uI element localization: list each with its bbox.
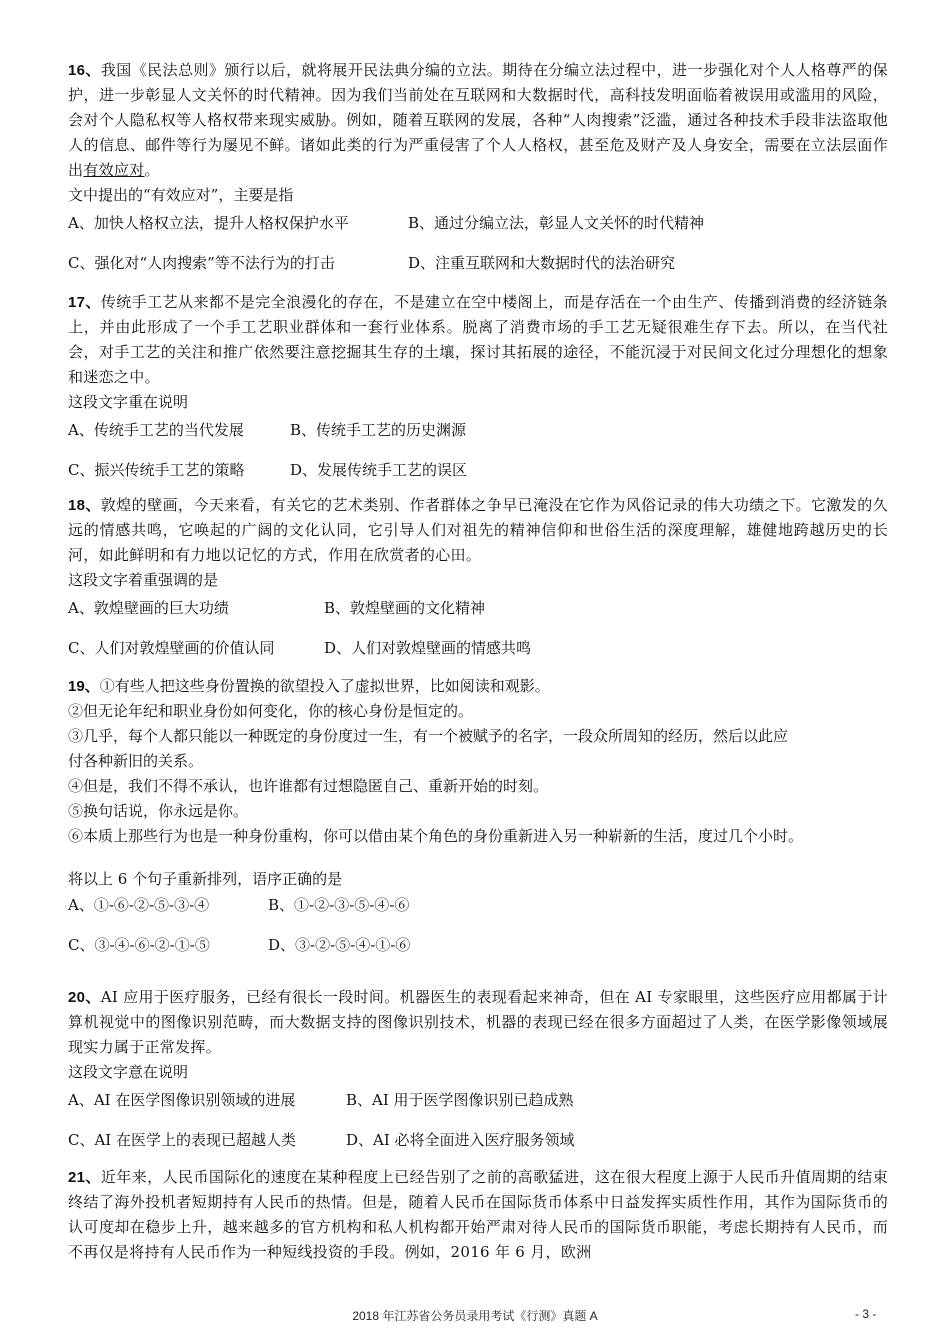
q17-prompt: 这段文字重在说明: [68, 393, 189, 411]
q19-sentence-6: ⑥本质上那些行为也是一种身份重构，你可以借由某个角色的身份重新进入另一种崭新的生活，度过几个小时。: [68, 827, 804, 845]
q17-number: 17、: [68, 294, 101, 311]
q17-passage: 17、传统手工艺从来都不是完全浪漫化的存在，不是建立在空中楼阁上，而是存活在一个由生产、传播到消费的经济链条上，并由此形成了一个手工艺职业群体和一套行业体系。脱离了消费市场的手工艺无疑很难生存下去。所以，在当代社会，对手工艺的关注和推广依然要注意挖掘其生存的土壤，探讨其拓展的途径，不能沉浸于对民间文化过分理想化的想象和迷恋之中。: [68, 293, 888, 386]
q20-option-d[interactable]: D、AI 必将全面进入医疗服务领域: [346, 1131, 575, 1149]
question-20: [68, 985, 888, 1153]
footer-title: 2018 年江苏省公务员录用考试《行测》真题 A: [352, 1309, 598, 1323]
q20-passage: 20、AI 应用于医疗服务，已经有很长一段时间。机器医生的表现看起来神奇，但在 AI 专家眼里，这些医疗应用都属于计算机视觉中的图像识别范畴，而大数据支持的图像识别技术，机器的表现已经在很多方面超过了人类，在医学影像领域展现实力属于正常发挥。: [68, 988, 888, 1056]
q19-option-b[interactable]: B、①-②-③-⑤-④-⑥: [268, 896, 410, 914]
q20-options-row1: [68, 1088, 888, 1113]
question-21: [68, 1165, 888, 1265]
question-19: [68, 674, 888, 958]
q19-option-c[interactable]: C、③-④-⑥-②-①-⑤: [68, 936, 210, 954]
q20-option-b[interactable]: B、AI 用于医学图像识别已趋成熟: [346, 1091, 574, 1109]
q16-option-a[interactable]: A、加快人格权立法，提升人格权保护水平: [68, 214, 349, 232]
q19-sentence-1: 19、①有些人把这些身份置换的欲望投入了虚拟世界，比如阅读和观影。: [68, 677, 550, 695]
q16-number: 16、: [68, 62, 101, 79]
q19-options-row2: [68, 933, 888, 958]
q17-option-c[interactable]: C、振兴传统手工艺的策略: [68, 461, 245, 479]
q17-options-row1: [68, 418, 888, 443]
q19-option-a[interactable]: A、①-⑥-②-⑤-③-④: [68, 896, 210, 914]
q18-option-b[interactable]: B、敦煌壁画的文化精神: [324, 599, 486, 617]
q20-option-a[interactable]: A、AI 在医学图像识别领域的进展: [68, 1091, 296, 1109]
q21-passage: 21、近年来，人民币国际化的速度在某种程度上已经告别了之前的高歌猛进，这在很大程度上源于人民币升值周期的结束终结了海外投机者短期持有人民币的热情。但是，随着人民币在国际货币体系中日益发挥实质性作用，其作为国际货币的认可度却在稳步上升，越来越多的官方机构和私人机构都开始严肃对待人民币的国际货币职能，考虑长期持有人民币，而不再仅是将持有人民币作为一种短线投资的手段。例如，2016 年 6 月，欧洲: [68, 1168, 888, 1261]
q16-underlined-phrase: 有效应对: [83, 161, 145, 179]
question-16: [68, 58, 888, 276]
q18-option-a[interactable]: A、敦煌壁画的巨大功绩: [68, 599, 229, 617]
q17-option-d[interactable]: D、发展传统手工艺的误区: [290, 461, 468, 479]
q19-prompt: 将以上 6 个句子重新排列，语序正确的是: [68, 870, 343, 888]
q16-passage: 16、我国《民法总则》颁行以后，就将展开民法典分编的立法。期待在分编立法过程中，进一步强化对个人人格尊严的保护，进一步彰显人文关怀的时代精神。因为我们当前处在互联网和大数据时代，高科技发明面临着被误用或滥用的风险，会对个人隐私权等人格权带来现实威胁。例如，随着互联网的发展，各种“人肉搜索”泛滥，通过各种技术手段非法盗取他人的信息、邮件等行为屡见不鲜。诸如此类的行为严重侵害了个人人格权，甚至危及财产及人身安全，需要在立法层面作出有效应对。: [68, 61, 888, 179]
q16-option-d[interactable]: D、注重互联网和大数据时代的法治研究: [408, 254, 676, 272]
q16-options-row2: [68, 251, 888, 276]
q19-options-row1: [68, 893, 888, 918]
q16-prompt: 文中提出的“有效应对”，主要是指: [68, 186, 294, 204]
q19-sentence-4: ④但是，我们不得不承认，也许谁都有过想隐匿自己、重新开始的时刻。: [68, 777, 549, 795]
q19-sentence-2: ②但无论年纪和职业身份如何变化，你的核心身份是恒定的。: [68, 702, 474, 720]
q18-number: 18、: [68, 497, 101, 514]
q18-option-c[interactable]: C、人们对敦煌壁画的价值认同: [68, 639, 275, 657]
q20-options-row2: [68, 1128, 888, 1153]
q16-option-c[interactable]: C、强化对“人肉搜索”等不法行为的打击: [68, 254, 335, 272]
q17-option-a[interactable]: A、传统手工艺的当代发展: [68, 421, 244, 439]
q20-number: 20、: [68, 989, 101, 1006]
q20-prompt: 这段文字意在说明: [68, 1063, 189, 1081]
q17-option-b[interactable]: B、传统手工艺的历史渊源: [290, 421, 467, 439]
q17-options-row2: [68, 458, 888, 483]
q18-passage: 18、敦煌的壁画，今天来看，有关它的艺术类别、作者群体之争早已淹没在它作为风俗记录的伟大功绩之下。它激发的久远的情感共鸣，它唤起的广阔的文化认同，它引导人们对祖先的精神信仰和世俗生活的深度理解，雄健地跨越历史的长河，如此鲜明和有力地以记忆的方式，作用在欣赏者的心田。: [68, 496, 888, 564]
page-number: - 3 -: [855, 1307, 877, 1321]
q19-sentence-3a: ③几乎，每个人都只能以一种既定的身份度过一生，有一个被赋予的名字，一段众所周知的经历，然后以此应: [68, 727, 789, 745]
q18-prompt: 这段文字着重强调的是: [68, 571, 219, 589]
q19-number: 19、: [68, 678, 100, 695]
q20-option-c[interactable]: C、AI 在医学上的表现已超越人类: [68, 1131, 297, 1149]
q18-options-row1: [68, 596, 888, 621]
q16-option-b[interactable]: B、通过分编立法，彰显人文关怀的时代精神: [408, 214, 705, 232]
q19-sentence-3b: 付各种新旧的关系。: [68, 752, 204, 770]
question-18: [68, 493, 888, 661]
q21-number: 21、: [68, 1169, 101, 1186]
q19-sentence-5: ⑤换句话说，你永远是你。: [68, 802, 249, 820]
q19-option-d[interactable]: D、③-②-⑤-④-①-⑥: [268, 936, 411, 954]
q18-options-row2: [68, 636, 888, 661]
question-17: [68, 290, 888, 483]
q16-options-row1: [68, 211, 888, 236]
q18-option-d[interactable]: D、人们对敦煌壁画的情感共鸣: [324, 639, 532, 657]
